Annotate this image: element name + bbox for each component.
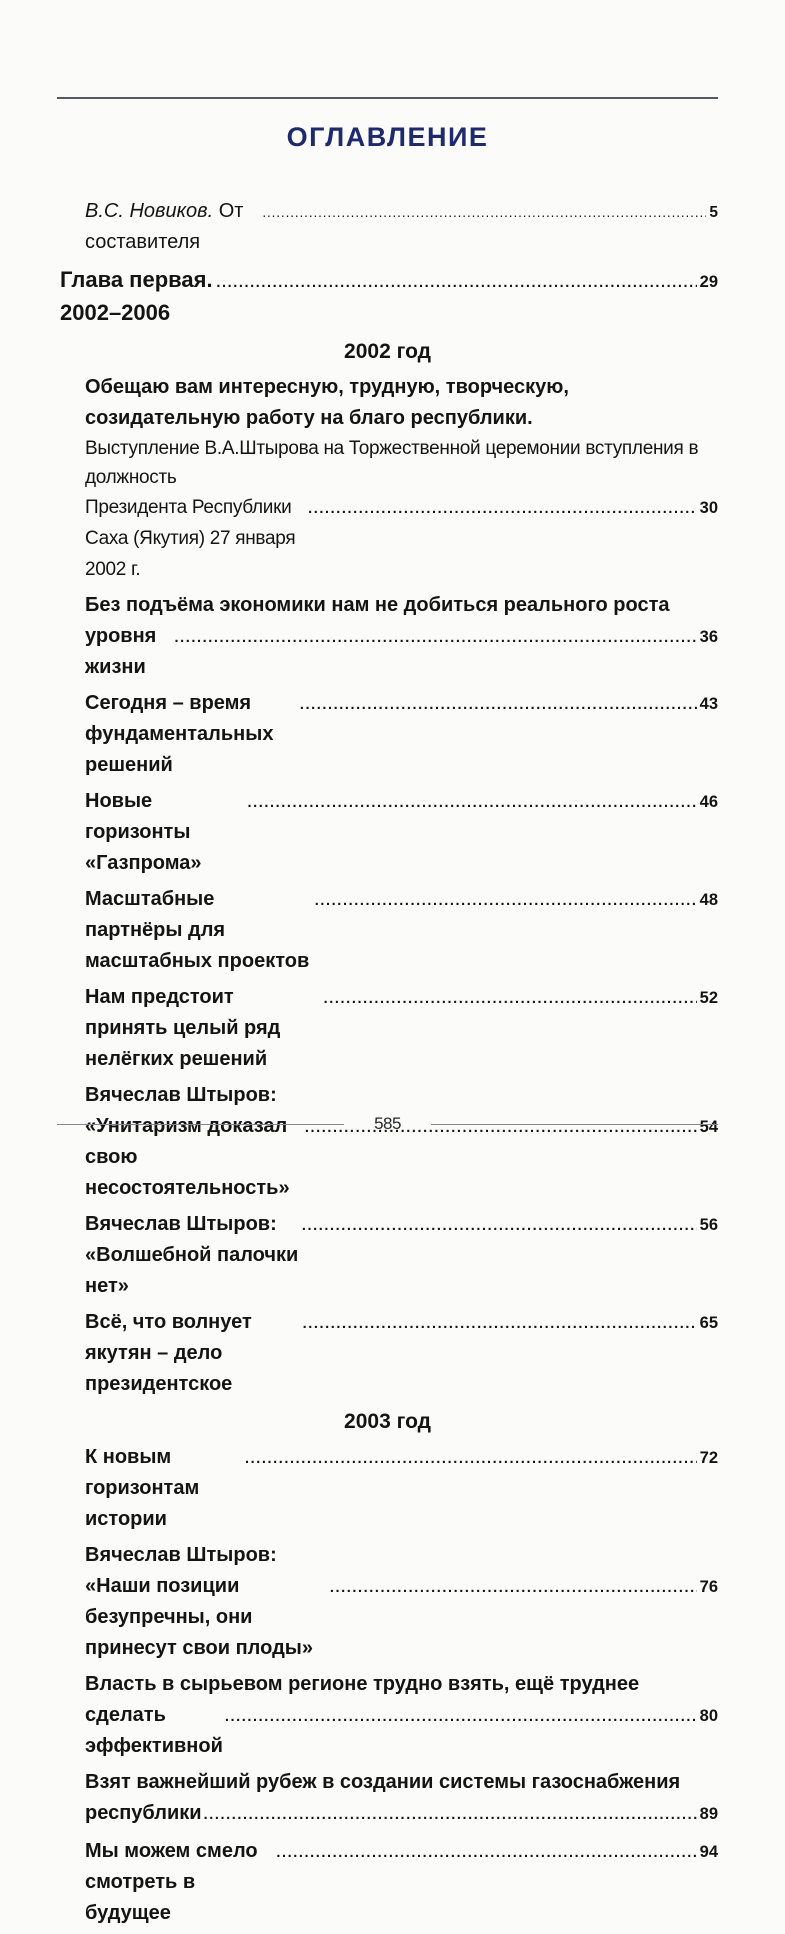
toc-page-number: 94: [699, 1843, 718, 1861]
toc-entry-leader-row: [85, 1798, 718, 1831]
toc-entry-line: Вячеслав Штыров:: [85, 1544, 277, 1566]
toc-entry-leader-row: [85, 1209, 718, 1302]
dot-leader: [248, 788, 697, 819]
toc-entry: [57, 1836, 718, 1929]
page-title: ОГЛАВЛЕНИЕ: [286, 122, 489, 153]
toc-entry: [57, 786, 718, 879]
toc-entry-title: республики: [85, 1802, 208, 1824]
toc-entry-line: Выступление В.А.Штырова на Торжественной церемонии вступления в должность: [85, 438, 699, 488]
toc-entry-line: Власть в сырьевом регионе трудно взять, ещё труднее: [85, 1673, 640, 1695]
dot-leader: [300, 690, 697, 721]
dot-leader: [276, 1838, 696, 1869]
toc-entry-leader-row: [85, 1307, 718, 1400]
toc-entry-title: Сегодня – время фундаментальных решений: [85, 692, 280, 776]
toc-entry-title: «Унитаризм доказал свою несостоятельность»: [85, 1115, 296, 1199]
footer-rule-right: [431, 1124, 718, 1125]
toc-page-number: 89: [699, 1805, 718, 1823]
toc-entry-title: Новые горизонты «Газпрома»: [85, 790, 208, 874]
dot-leader: [245, 1444, 697, 1475]
toc-entry-line: Взят важнейший рубеж в создании системы газоснабжения: [85, 1771, 681, 1793]
toc-entry: [57, 263, 718, 329]
toc-page-number: 48: [699, 891, 718, 909]
section-heading: 2002 год: [344, 340, 431, 363]
toc-entry-leader-row: [85, 884, 718, 977]
toc-entry-line: созидательную работу на благо республики.: [85, 407, 533, 429]
toc-entry-title: Глава первая. 2002–2006: [60, 267, 219, 325]
toc-entry: [57, 372, 718, 585]
toc-entry: [57, 1080, 718, 1204]
toc-entry-title: уровня жизни: [85, 625, 162, 678]
dot-leader: [324, 984, 697, 1015]
toc-page-number: 30: [699, 499, 718, 517]
dot-leader: [174, 623, 696, 654]
toc-entry-title: Вячеслав Штыров: «Волшебной палочки нет»: [85, 1213, 304, 1297]
toc-entry-title: В.С. Новиков. От составителя: [85, 200, 249, 253]
toc-page-number: 65: [699, 1314, 718, 1332]
toc-page-number: 5: [709, 204, 718, 221]
toc-entry-title: Масштабные партнёры для масштабных проектов: [85, 888, 315, 972]
toc-entry-title: «Наши позиции безупречны, они принесут свои плоды»: [85, 1575, 319, 1659]
toc-entry-leader-row: [85, 1442, 718, 1535]
toc-entry-leader-row: [60, 263, 718, 329]
toc-entry-leader-row: [85, 492, 718, 585]
toc-entry-leader-row: [85, 1836, 718, 1929]
toc-entry: [57, 1442, 718, 1535]
toc-entry-leader-row: [85, 688, 718, 781]
toc-page-number: 46: [699, 793, 718, 811]
dot-leader: [303, 1309, 697, 1340]
toc-entry-leader-row: [85, 786, 718, 879]
dot-leader: [262, 197, 706, 228]
toc-entry-leader-row: [85, 982, 718, 1075]
toc-page-number: 56: [699, 1216, 718, 1234]
dot-leader: [216, 267, 696, 300]
toc-page-number: 72: [699, 1449, 718, 1467]
toc-entry: [57, 196, 718, 258]
toc-entry: [57, 982, 718, 1075]
toc-entry: [57, 1540, 718, 1664]
toc-page-number: 54: [699, 1118, 718, 1136]
toc-page-number: 76: [699, 1578, 718, 1596]
dot-leader: [302, 1211, 697, 1242]
dot-leader: [308, 494, 697, 525]
page-footer: [57, 1114, 718, 1134]
toc-entry-leader-row: [85, 1571, 718, 1664]
header-rule: [57, 97, 718, 99]
dot-leader: [204, 1800, 697, 1831]
toc-page-number: 36: [699, 628, 718, 646]
toc-entry-title: сделать эффективной: [85, 1704, 229, 1757]
toc-page-number: 52: [699, 989, 718, 1007]
toc-entry-title: Мы можем смело смотреть в будущее: [85, 1840, 264, 1924]
toc-entry: [57, 688, 718, 781]
toc-page-number: 43: [699, 695, 718, 713]
section-heading: 2003 год: [344, 1410, 431, 1433]
toc-page-number: 29: [699, 273, 718, 291]
toc-entry-line: Вячеслав Штыров:: [85, 1084, 277, 1106]
toc-entry: [57, 1209, 718, 1302]
toc-page-number: 80: [699, 1707, 718, 1725]
toc-entry-title: Президента Республики Саха (Якутия) 27 января 2002 г.: [85, 497, 301, 580]
toc-entry-line: Обещаю вам интересную, трудную, творческую,: [85, 376, 569, 398]
toc-entry: [57, 1767, 718, 1831]
toc-entry: [57, 1669, 718, 1762]
toc-entry: [57, 884, 718, 977]
dot-leader: [315, 886, 697, 917]
toc-entry-leader-row: [85, 196, 718, 258]
toc-entry: [57, 1307, 718, 1400]
dot-leader: [225, 1702, 697, 1733]
dot-leader: [330, 1573, 697, 1604]
toc-list: [57, 196, 718, 1934]
toc-entry-leader-row: [85, 1700, 718, 1762]
toc-entry: [57, 590, 718, 683]
toc-entry-title: Нам предстоит принять целый ряд нелёгких решений: [85, 986, 286, 1070]
folio-page-number: 585: [374, 1114, 401, 1133]
toc-entry-line: Без подъёма экономики нам не добиться реального роста: [85, 594, 670, 616]
toc-entry-title: К новым горизонтам истории: [85, 1446, 205, 1530]
toc-entry-title: Всё, что волнует якутян – дело президентское: [85, 1311, 258, 1395]
toc-entry-leader-row: [85, 621, 718, 683]
footer-rule-left: [57, 1124, 344, 1125]
